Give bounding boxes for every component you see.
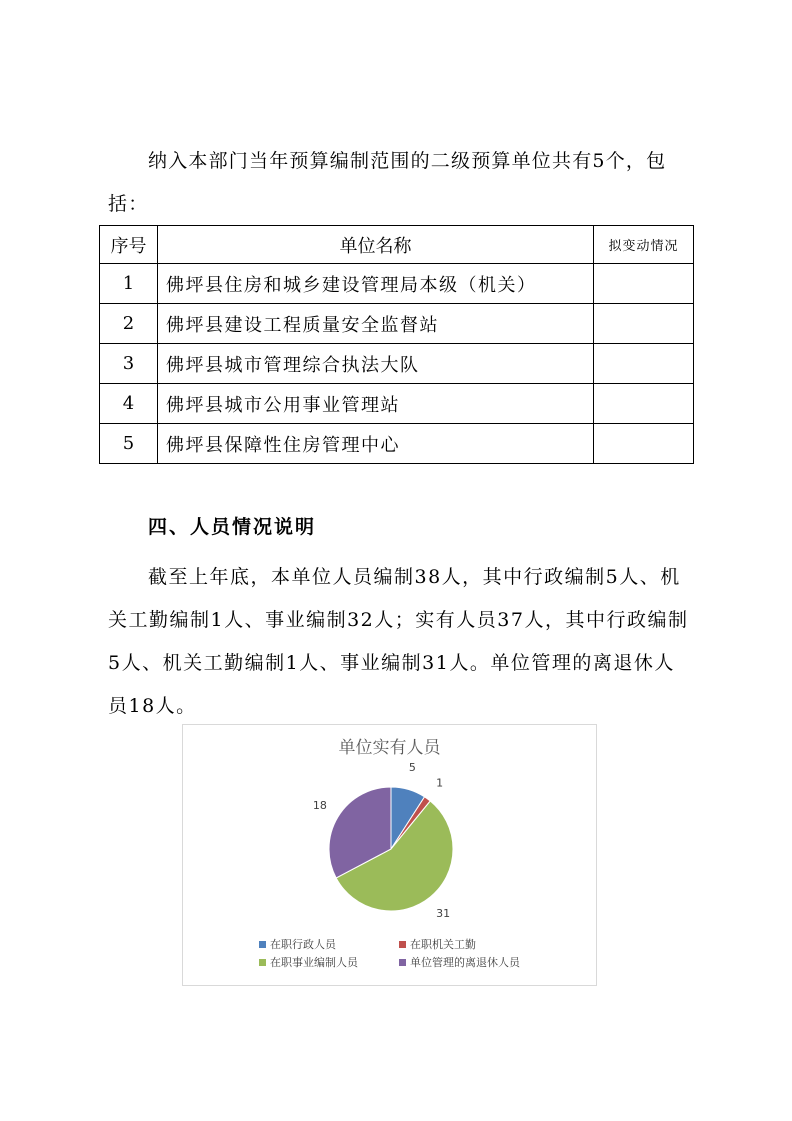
row-no: 4 xyxy=(100,384,158,424)
row-name: 佛坪县住房和城乡建设管理局本级（机关） xyxy=(158,264,594,304)
pie-chart xyxy=(182,724,597,986)
row-change xyxy=(594,424,694,464)
legend-swatch xyxy=(399,941,406,948)
legend-label: 单位管理的离退休人员 xyxy=(410,956,520,969)
row-name: 佛坪县建设工程质量安全监督站 xyxy=(158,304,594,344)
row-no: 2 xyxy=(100,304,158,344)
legend-item xyxy=(399,936,476,952)
chart-title: 单位实有人员 xyxy=(338,738,441,758)
row-name: 佛坪县城市公用事业管理站 xyxy=(158,384,594,424)
row-no: 5 xyxy=(100,424,158,464)
units-table xyxy=(99,225,694,464)
table-row xyxy=(100,304,694,344)
intro-paragraph: 纳入本部门当年预算编制范围的二级预算单位共有5个，包括： xyxy=(108,150,667,215)
legend-swatch xyxy=(259,941,266,948)
table-row xyxy=(100,264,694,304)
personnel-paragraph: 截至上年底，本单位人员编制38人，其中行政编制5人、机关工勤编制1人、事业编制32人；实有人员37人，其中行政编制5人、机关工勤编制1人、事业编制31人。单位管理的离退休人员18人。 xyxy=(108,566,689,717)
row-no: 3 xyxy=(100,344,158,384)
table-row xyxy=(100,344,694,384)
header-change: 拟变动情况 xyxy=(594,226,694,264)
legend-label: 在职事业编制人员 xyxy=(270,956,358,969)
legend-swatch xyxy=(259,959,266,966)
data-label: 5 xyxy=(408,761,416,775)
row-change xyxy=(594,344,694,384)
row-name: 佛坪县保障性住房管理中心 xyxy=(158,424,594,464)
legend-swatch xyxy=(399,959,406,966)
data-label: 18 xyxy=(312,798,327,812)
table-row xyxy=(100,384,694,424)
pie-chart-plot xyxy=(183,725,596,985)
row-change xyxy=(594,384,694,424)
data-label: 31 xyxy=(436,906,451,920)
row-change xyxy=(594,264,694,304)
header-no: 序号 xyxy=(100,226,158,264)
header-name: 单位名称 xyxy=(158,226,594,264)
row-no: 1 xyxy=(100,264,158,304)
legend-label: 在职机关工勤 xyxy=(410,938,476,951)
data-label: 1 xyxy=(436,776,444,790)
row-name: 佛坪县城市管理综合执法大队 xyxy=(158,344,594,384)
legend-item xyxy=(259,936,336,952)
section-heading: 四、人员情况说明 xyxy=(148,516,317,538)
table-header-row xyxy=(100,226,694,264)
legend-item xyxy=(399,954,520,970)
legend-item xyxy=(259,954,358,970)
legend-label: 在职行政人员 xyxy=(270,938,336,951)
table-row xyxy=(100,424,694,464)
row-change xyxy=(594,304,694,344)
